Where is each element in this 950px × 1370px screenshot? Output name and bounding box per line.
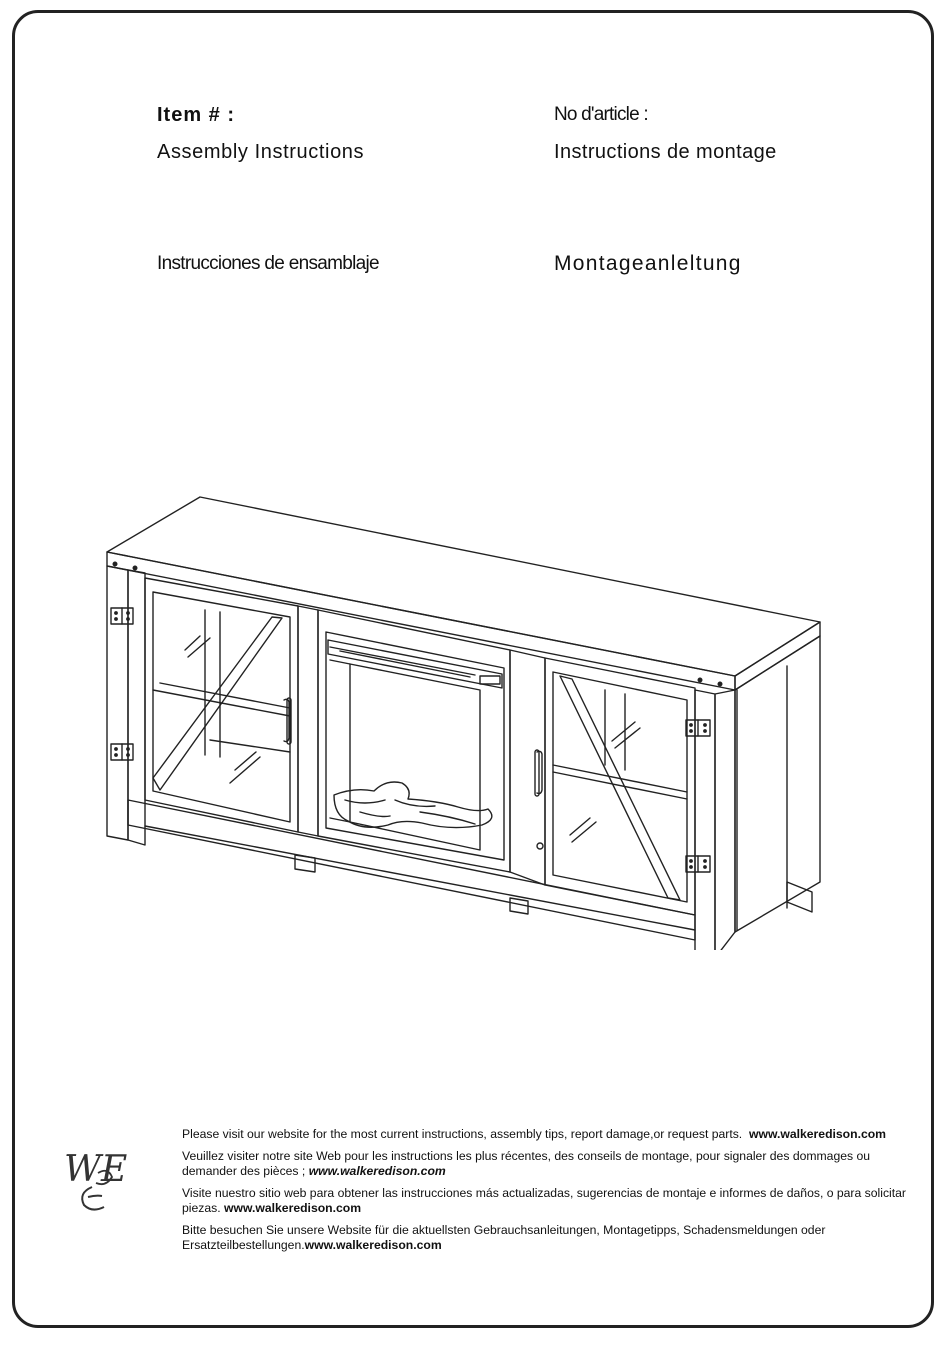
note-english-url[interactable]: www.walkeredison.com (748, 1127, 887, 1141)
note-german-text: Bitte besuchen Sie unsere Website für die aktuellsten Gebrauchsanleitungen, Montagetipps, Schadensmeldungen oder Ersatzteilbestellungen. (182, 1222, 826, 1252)
instructions-montage-heading: Instructions de montage (554, 141, 777, 163)
note-english (182, 1127, 910, 1143)
item-number-heading: Item # : (157, 104, 236, 126)
note-spanish (182, 1186, 910, 1217)
website-notes (182, 1127, 910, 1260)
logo-w: WE (64, 1149, 128, 1190)
note-spanish-text: Visite nuestro sitio web para obtener las instrucciones más actualizadas, sugerencias de montaje e informes de daños, o para solicitar piezas. (182, 1185, 906, 1215)
note-spanish-url[interactable]: www.walkeredison.com (224, 1201, 362, 1215)
montageanleitung-heading: Montageanleltung (554, 252, 742, 275)
note-french-text: Veuillez visiter notre site Web pour les instructions les plus récentes, des conseils de montage, pour signaler des dommages ou demander des pièces ; (182, 1148, 871, 1178)
assembly-instructions-heading: Assembly Instructions (157, 141, 365, 163)
walker-edison-monogram-icon (62, 1145, 128, 1215)
note-french (182, 1149, 910, 1180)
no-article-heading: No d'article : (554, 104, 648, 125)
note-french-url[interactable]: www.walkeredison.com (308, 1164, 446, 1178)
instrucciones-ensamblaje-heading: Instrucciones de ensamblaje (157, 253, 379, 274)
note-german-url[interactable]: www.walkeredison.com (304, 1238, 442, 1252)
product-line-drawing (100, 490, 830, 950)
note-english-text: Please visit our website for the most current instructions, assembly tips, report damage,or request parts. (182, 1127, 743, 1141)
note-german (182, 1223, 910, 1254)
